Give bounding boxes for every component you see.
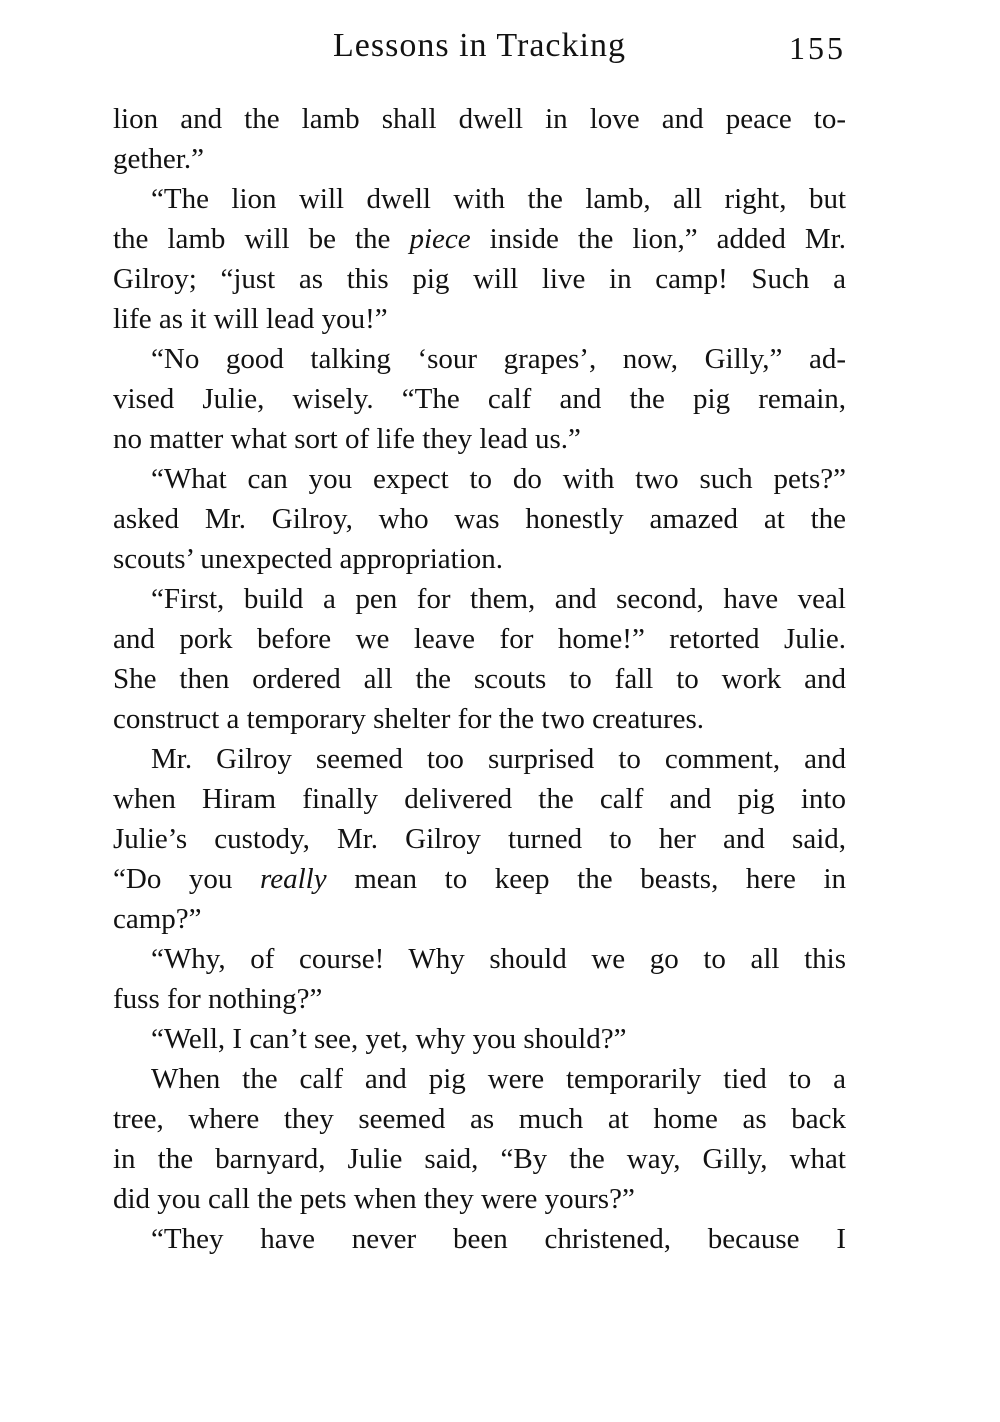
paragraph (113, 1019, 846, 1059)
paragraph (113, 459, 846, 579)
text-line (113, 939, 846, 979)
body-text: scouts’ unexpected appropriation. (113, 543, 504, 575)
running-head (113, 0, 846, 72)
paragraph (113, 939, 846, 1019)
text-line (113, 1219, 846, 1259)
body-text: inside the lion,” added Mr. (470, 223, 846, 255)
body-text: vised Julie, wisely. “The calf and the pig remain, (113, 383, 846, 415)
text-line (113, 699, 846, 739)
text-line (113, 179, 846, 219)
body-text: construct a temporary shelter for the two creatures. (113, 703, 705, 735)
body-text: “First, build a pen for them, and second, have veal (151, 583, 846, 615)
text-line (113, 339, 846, 379)
italic-text: really (260, 863, 327, 895)
body-text: She then ordered all the scouts to fall to work and (113, 663, 846, 695)
text-line (113, 499, 846, 539)
text-line (113, 379, 846, 419)
body-text: “Well, I can’t see, yet, why you should?” (151, 1023, 627, 1055)
body-text: life as it will lead you!” (113, 303, 388, 335)
body-text: in the barnyard, Julie said, “By the way, Gilly, what (113, 1143, 846, 1175)
paragraph (113, 179, 846, 339)
text-column (113, 0, 846, 1259)
body-text: “No good talking ‘sour grapes’, now, Gilly,” ad- (151, 343, 846, 375)
body-text: When the calf and pig were temporarily tied to a (151, 1063, 846, 1095)
page-number: 155 (789, 30, 846, 66)
paragraph (113, 339, 846, 459)
text-line (113, 579, 846, 619)
text-block (113, 99, 846, 1259)
body-text: did you call the pets when they were yours?” (113, 1183, 635, 1215)
text-line (113, 659, 846, 699)
body-text: gether.” (113, 143, 204, 175)
text-line (113, 739, 846, 779)
body-text: no matter what sort of life they lead us.” (113, 423, 581, 455)
text-line (113, 99, 846, 139)
text-line (113, 459, 846, 499)
text-line (113, 779, 846, 819)
text-line (113, 539, 846, 579)
paragraph (113, 579, 846, 739)
body-text: lion and the lamb shall dwell in love and peace to- (113, 103, 846, 135)
body-text: mean to keep the beasts, here in (326, 863, 846, 895)
text-line (113, 1019, 846, 1059)
body-text: “The lion will dwell with the lamb, all right, but (151, 183, 846, 215)
body-text: camp?” (113, 903, 202, 935)
text-line (113, 219, 846, 259)
body-text: “Why, of course! Why should we go to all this (151, 943, 846, 975)
body-text: when Hiram finally delivered the calf and pig into (113, 783, 846, 815)
text-line (113, 419, 846, 459)
body-text: Mr. Gilroy seemed too surprised to comment, and (151, 743, 846, 775)
body-text: “What can you expect to do with two such pets?” (151, 463, 846, 495)
body-text: Gilroy; “just as this pig will live in camp! Such a (113, 263, 846, 295)
body-text: and pork before we leave for home!” retorted Julie. (113, 623, 846, 655)
text-line (113, 139, 846, 179)
paragraph (113, 739, 846, 939)
text-line (113, 619, 846, 659)
text-line (113, 1099, 846, 1139)
paragraph (113, 1219, 846, 1259)
text-line (113, 979, 846, 1019)
text-line (113, 1059, 846, 1099)
body-text: tree, where they seemed as much at home as back (113, 1103, 846, 1135)
chapter-title: Lessons in Tracking (333, 27, 626, 64)
text-line (113, 1179, 846, 1219)
text-line (113, 899, 846, 939)
body-text: Julie’s custody, Mr. Gilroy turned to her and said, (113, 823, 846, 855)
body-text: “Do you (113, 863, 261, 895)
text-line (113, 819, 846, 859)
body-text: asked Mr. Gilroy, who was honestly amazed at the (113, 503, 846, 535)
italic-text: piece (409, 223, 471, 255)
text-line (113, 259, 846, 299)
text-line (113, 1139, 846, 1179)
paragraph (113, 99, 846, 179)
body-text: fuss for nothing?” (113, 983, 323, 1015)
body-text: the lamb will be the (113, 223, 410, 255)
text-line (113, 299, 846, 339)
paragraph (113, 1059, 846, 1219)
body-text: “They have never been christened, because I (151, 1223, 846, 1255)
text-line (113, 859, 846, 899)
